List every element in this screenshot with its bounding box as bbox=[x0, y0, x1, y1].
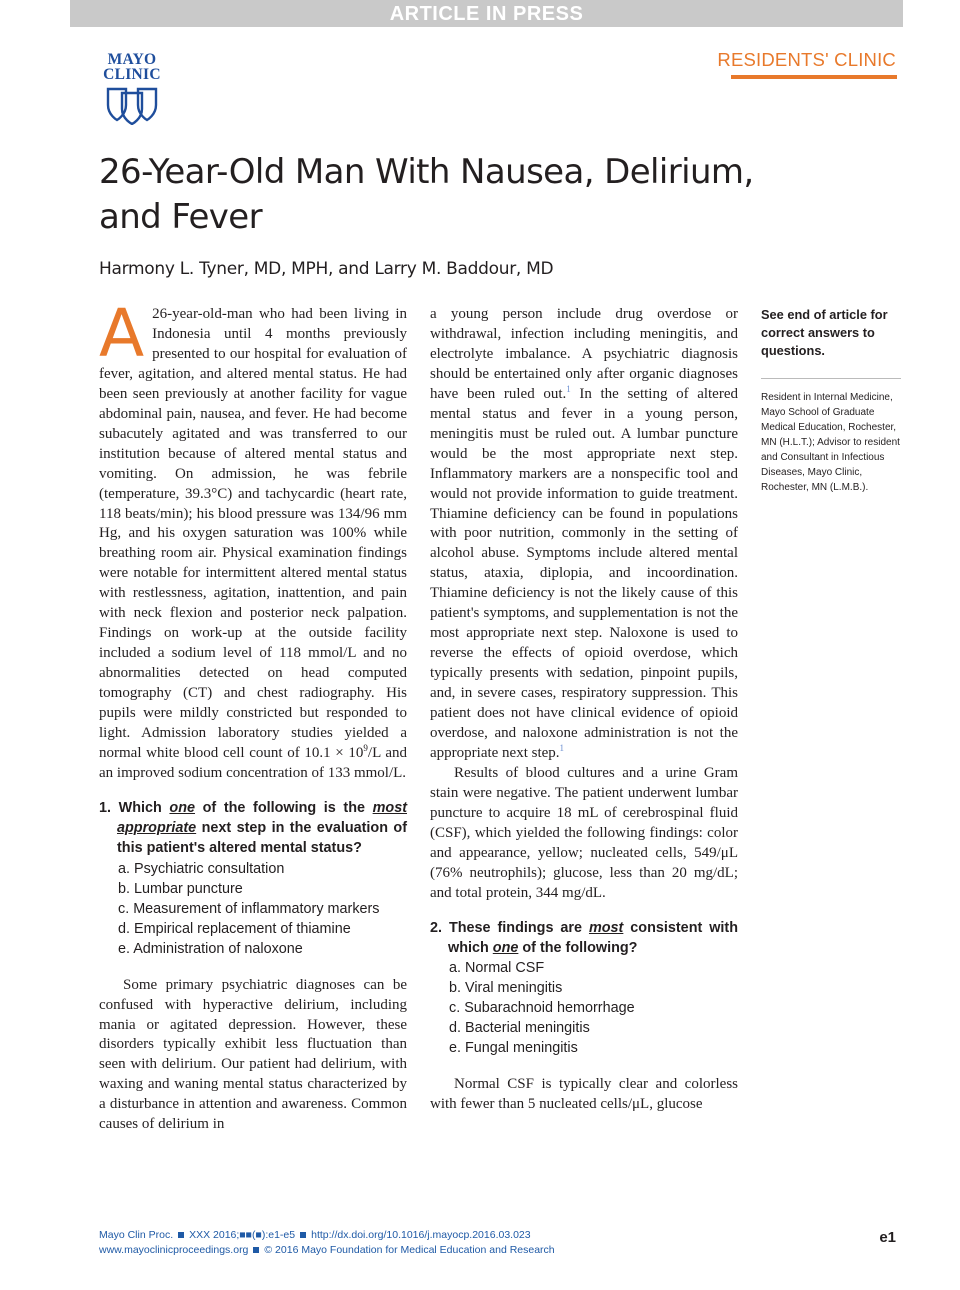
sidebar-divider bbox=[761, 378, 901, 379]
answer-option[interactable]: b. Viral meningitis bbox=[449, 980, 563, 997]
exponent: 9 bbox=[363, 742, 368, 753]
journal-name: Mayo Clin Proc. bbox=[99, 1229, 174, 1241]
answers-note: See end of article for correct answers to questions. bbox=[761, 307, 888, 358]
emphasis-most-appropriate: most appropriate bbox=[117, 799, 407, 836]
paragraph-4: Results of blood cultures and a urine Gram stain were negative. The patient underwent lumbar puncture to acquire 18 mL of cerebrospinal fluid (CSF), which yielded the following findings: color and appearance, yellow; nucleated cells, 549/μL (76% neutrophils); glucose, less than 20 mg/dL; and total protein, 344 mg/dL. bbox=[430, 764, 738, 901]
question-2 bbox=[430, 919, 738, 1059]
article-in-press-banner: ARTICLE IN PRESS bbox=[70, 0, 903, 27]
paragraph-1-tail: /L and an improved sodium concentration of 133 mmol/L. bbox=[99, 744, 407, 781]
article-title: 26-Year-Old Man With Nausea, Delirium, and Fever bbox=[99, 152, 754, 237]
answer-option[interactable]: d. Bacterial meningitis bbox=[449, 1020, 590, 1037]
volume-info: XXX 2016;■■(■):e1-e5 bbox=[189, 1229, 296, 1241]
section-rule bbox=[731, 75, 897, 79]
paragraph-5: Normal CSF is typically clear and colorless with fewer than 5 nucleated cells/μL, glucose bbox=[430, 1076, 738, 1113]
question-1 bbox=[99, 799, 407, 959]
question-2-stem: 2. These findings are most consistent with which one of the following? bbox=[430, 919, 738, 956]
answer-option[interactable]: a. Psychiatric consultation bbox=[118, 860, 285, 877]
question-1-stem: 1. Which one of the following is the most appropriate next step in the evaluation of this patient's altered mental status? bbox=[99, 799, 407, 856]
copyright: © 2016 Mayo Foundation for Medical Education and Research bbox=[264, 1244, 555, 1256]
sidebar bbox=[761, 306, 901, 495]
emphasis-one: one bbox=[169, 799, 196, 816]
paragraph-2: Some primary psychiatric diagnoses can be confused with hyperactive delirium, including mania or agitated depression. However, these disorders typically exhibit less fluctuation than seen with delirium. Our patient had delirium, with waxing and waning mental status characterized by a disturbance in attention and awareness. Common causes of delirium in bbox=[99, 976, 407, 1133]
answer-option[interactable]: e. Administration of naloxone bbox=[118, 940, 303, 957]
footer-line-2 bbox=[99, 1243, 555, 1258]
paragraph-1-lead: 26-year-old-man who had been living in Indonesia until 4 months previously presented to our hospital for evaluation of fever, agitation, and altered mental status. He had been seen previously at another facility for vague abdominal pain, nausea, and fever. He had become subacutely agitated and was transferred to our institution because of altered mental status and vomiting. On admission, he was febrile (temperature, 39.3°C) and tachycardic (heart rate, 118 beats/min); his blood pressure was 134/96 mm Hg, and his oxygen saturation was 100% while breathing room air. Physical examination findings were notable for intermittent altered mental status with restlessness, agitation, inattention, and pain with neck flexion and posterior neck palpation. Findings on work-up at the outside facility included a sodium level of 118 mmol/L and no abnormalities detected on head computed tomography (CT) and chest radiography. His pupils were mildly constricted but responded to light. Admission laboratory studies yielded a normal white blood cell count of 10.1 × 10 bbox=[99, 306, 407, 761]
journal-website-link[interactable]: www.mayoclinicproceedings.org bbox=[99, 1244, 249, 1256]
paragraph-1 bbox=[99, 295, 407, 784]
emphasis-one: one bbox=[492, 939, 519, 956]
drop-cap: A bbox=[99, 295, 145, 372]
footer-line-1 bbox=[99, 1228, 555, 1243]
answer-option[interactable]: c. Subarachnoid hemorrhage bbox=[449, 1000, 635, 1017]
question-2-options bbox=[430, 958, 738, 1058]
footer bbox=[99, 1228, 555, 1258]
square-bullet-icon bbox=[300, 1232, 306, 1238]
logo-line-2: CLINIC bbox=[103, 66, 161, 83]
column-1 bbox=[99, 295, 407, 1135]
reference-link[interactable]: 1 bbox=[559, 742, 565, 753]
emphasis-most: most bbox=[588, 919, 624, 936]
reference-link[interactable]: 1 bbox=[566, 383, 571, 394]
doi-link[interactable]: http://dx.doi.org/10.1016/j.mayocp.2016.03.023 bbox=[311, 1229, 531, 1241]
author-affiliations: Resident in Internal Medicine, Mayo School of Graduate Medical Education, Rochester, MN (H.L.T.); Advisor to resident and Consultant in Infectious Diseases, Mayo Clinic, Rochester, MN (L.M.B.). bbox=[761, 392, 900, 493]
mayo-clinic-logo[interactable] bbox=[96, 52, 168, 128]
answer-option[interactable]: c. Measurement of inflammatory markers bbox=[118, 900, 380, 917]
column-2 bbox=[430, 305, 738, 1115]
page-number: e1 bbox=[879, 1229, 896, 1246]
paragraph-3: a young person include drug overdose or withdrawal, infection including meningitis, and electrolyte imbalance. A psychiatric diagnosis should be entertained only after organic diagnoses have been ruled out.$^1$ In the setting of altered mental status and fever in a young person, meningitis must be ruled out. A lumbar puncture would be the most appropriate next step. Inflammatory markers are a nonspecific tool and would not provide information to guide treatment. Thiamine deficiency can be found in populations with poor nutrition, commonly in the setting of alcohol abuse. Symptoms include altered mental status, ataxia, diplopia, and incoordination. Thiamine deficiency is not the likely cause of this patient's symptoms, and supplementation is not the most appropriate next step. Naloxone is used to reverse the effects of opioid overdose, which typically presents with sedation, pinpoint pupils, and, in severe cases, respiratory suppression. This patient does not have clinical evidence of opioid overdose, and naloxone administration is not the appropriate next step.$^1$ bbox=[430, 306, 738, 761]
section-label: RESIDENTS' CLINIC bbox=[717, 49, 896, 70]
answer-option[interactable]: d. Empirical replacement of thiamine bbox=[118, 920, 351, 937]
square-bullet-icon bbox=[178, 1232, 184, 1238]
square-bullet-icon bbox=[253, 1247, 259, 1253]
question-1-options bbox=[99, 859, 407, 959]
mayo-shields-icon bbox=[106, 85, 158, 125]
author-list: Harmony L. Tyner, MD, MPH, and Larry M. Baddour, MD bbox=[99, 259, 554, 279]
answer-option[interactable]: a. Normal CSF bbox=[449, 960, 545, 977]
logo-line-1: MAYO bbox=[107, 51, 157, 68]
answer-option[interactable]: b. Lumbar puncture bbox=[118, 880, 243, 897]
answer-option[interactable]: e. Fungal meningitis bbox=[449, 1040, 578, 1057]
